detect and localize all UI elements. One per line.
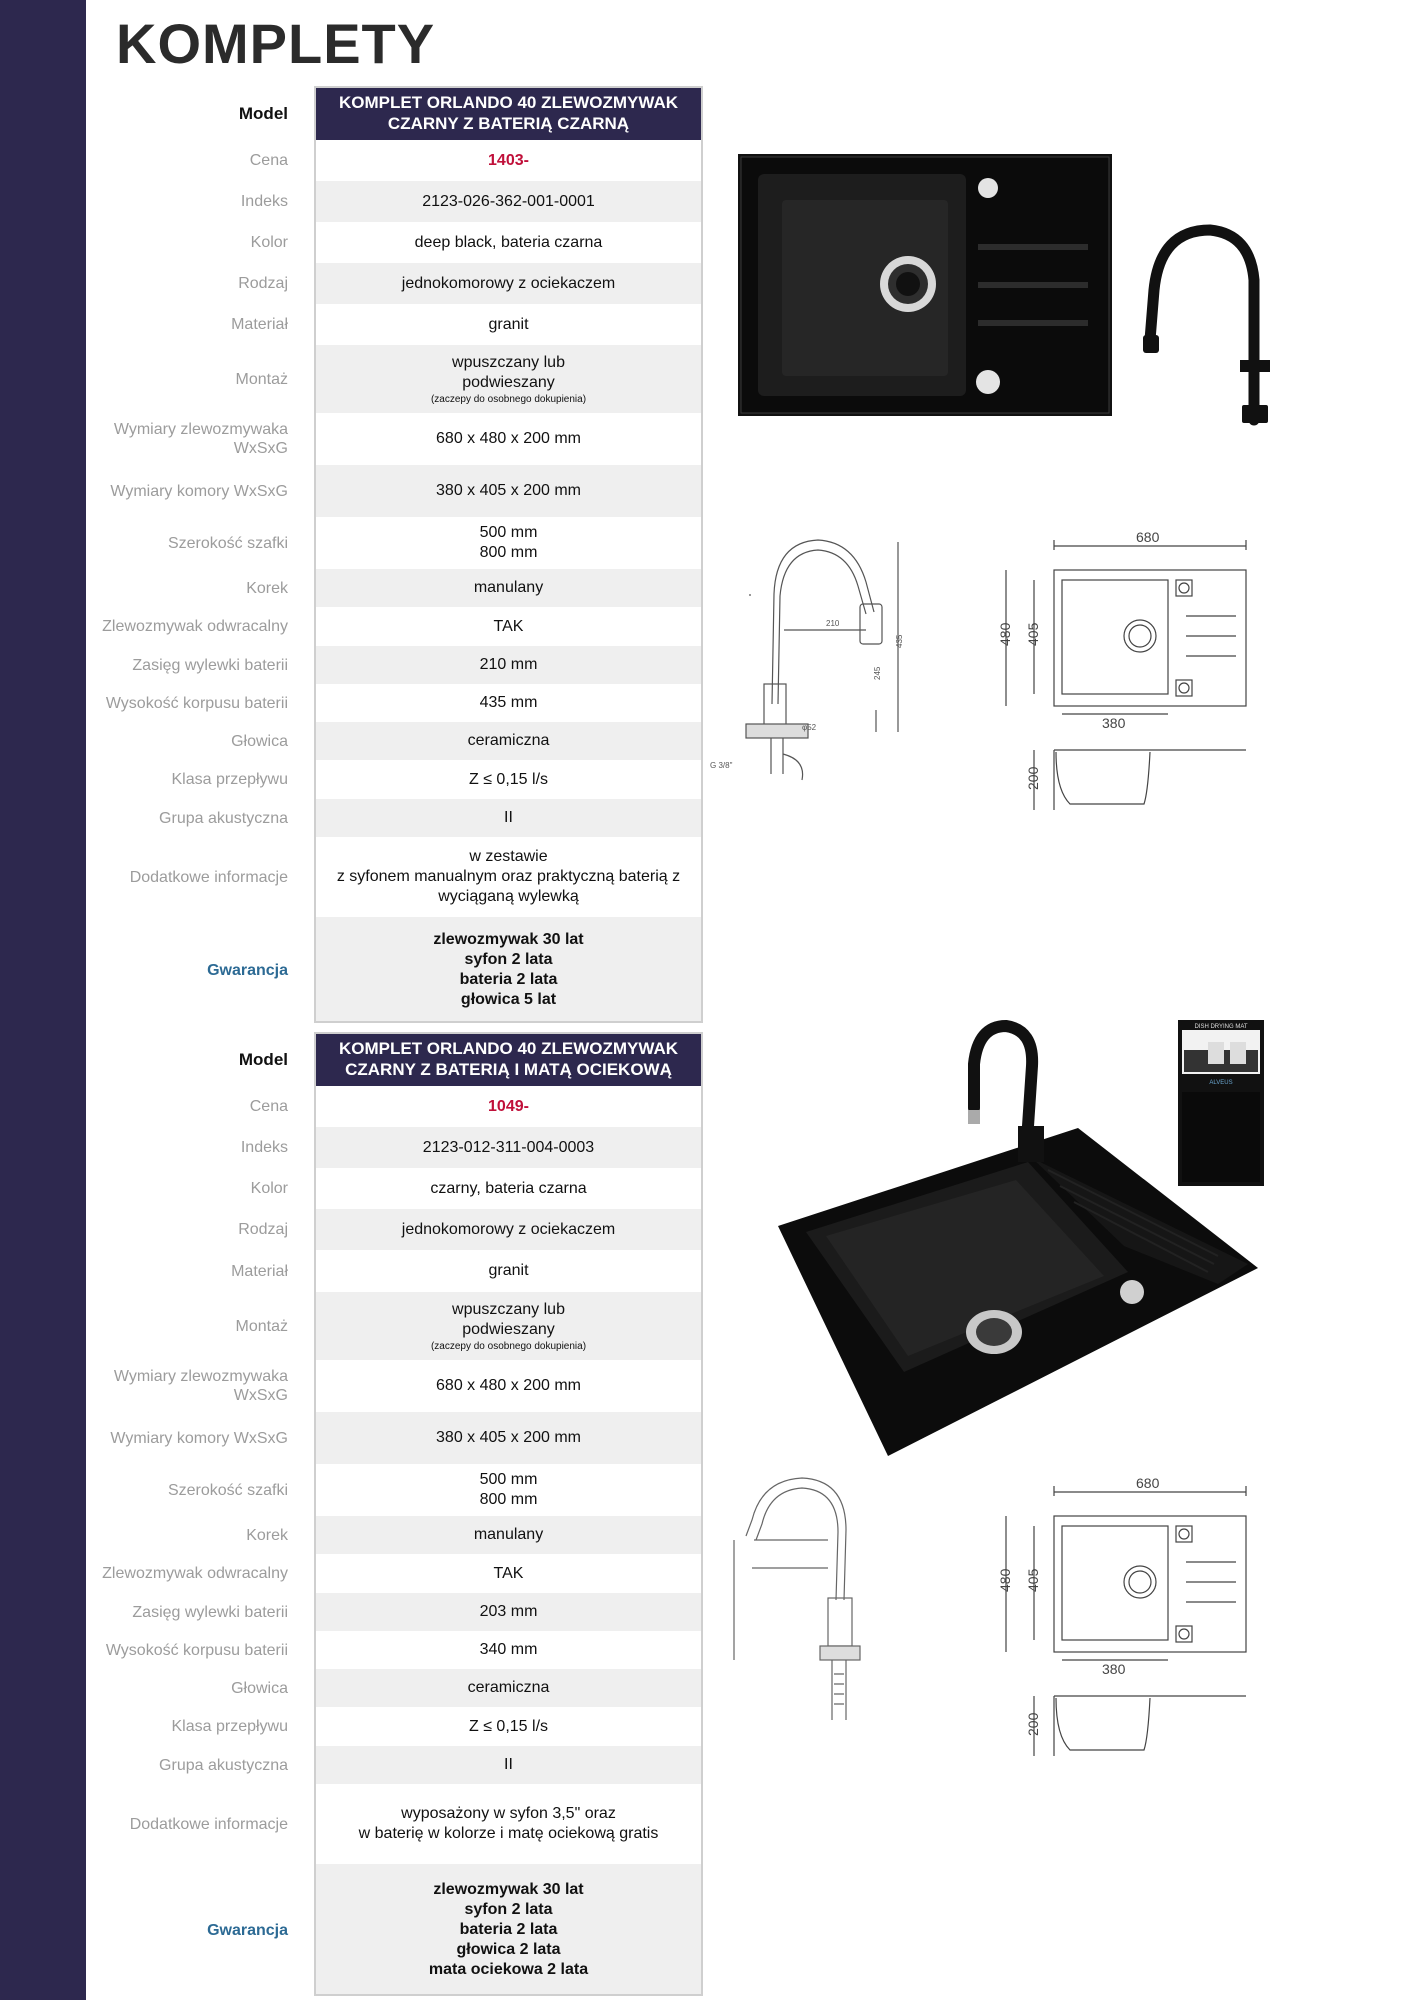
spec-value — [314, 465, 703, 517]
spec-value — [314, 1631, 703, 1669]
spec-label: Montaż — [235, 370, 288, 388]
spec-row-zasieg-wylewki-baterii — [86, 1593, 706, 1631]
spec-value-note: (zaczepy do osobnego dokupienia) — [430, 393, 587, 405]
spec-value-line: jednokomorowy z ociekaczem — [401, 1220, 616, 1238]
sidebar-accent — [0, 0, 86, 2000]
spec-value — [314, 263, 703, 304]
spec-value-line: 380 x 405 x 200 mm — [436, 1429, 581, 1446]
spec-value — [314, 1360, 703, 1412]
spec-label: Szerokość szafki — [167, 1481, 288, 1499]
faucet-drawing-2 — [724, 1470, 894, 1750]
spec-label: Dodatkowe informacje — [129, 1815, 288, 1833]
spec-value-line: czarny, bateria czarna — [430, 1179, 587, 1197]
spec-value-note: (zaczepy do osobnego dokupienia) — [430, 1340, 587, 1352]
faucet-drawing-1 — [706, 534, 926, 814]
spec-value-line: wpuszczany lub — [452, 1300, 565, 1318]
spec-value-line: z syfonem manualnym oraz praktyczną baterią z — [336, 868, 681, 885]
spec-row-gwarancja — [86, 917, 706, 1023]
spec-value-line: 2123-026-362-001-0001 — [422, 192, 595, 210]
spec-row-glowica — [86, 722, 706, 760]
spec-row-szerokosc-szafki — [86, 517, 706, 569]
sink-depth-label-2: 480 — [997, 1568, 1013, 1592]
spec-label: Głowica — [231, 732, 288, 750]
faucet-base-label: φ52 — [802, 723, 817, 732]
spec-value-line: 500 mm — [479, 1471, 538, 1488]
sink-depth-label: 480 — [997, 622, 1013, 646]
spec-label: Grupa akustyczna — [159, 1756, 288, 1774]
spec-row-material — [86, 304, 706, 345]
spec-value — [314, 722, 703, 760]
faucet-height-label: 245 — [873, 666, 882, 680]
spec-value — [314, 569, 703, 607]
spec-value-line: wpuszczany lub — [452, 353, 565, 371]
spec-row-grupa-akustyczna — [86, 1746, 706, 1784]
spec-value — [314, 304, 703, 345]
spec-row-zlewozmywak-odwracalny — [86, 607, 706, 646]
spec-value-line: CZARNY Z BATERIĄ CZARNĄ — [387, 114, 630, 133]
spec-row-wymiary-zlewozmywaka-wxsxg — [86, 1360, 706, 1412]
spec-label: Klasa przepływu — [171, 771, 288, 788]
spec-value — [314, 1168, 703, 1209]
spec-value-line: deep black, bateria czarna — [414, 233, 603, 251]
spec-value-line: 1049- — [488, 1097, 529, 1115]
spec-value-line: granit — [488, 315, 529, 333]
spec-value-line: 203 mm — [479, 1603, 538, 1620]
spec-value — [314, 1209, 703, 1250]
spec-value-line: Z ≤ 0,15 l/s — [468, 1717, 549, 1735]
spec-label: Rodzaj — [238, 1221, 288, 1238]
spec-row-grupa-akustyczna — [86, 799, 706, 837]
sink-drawing-2 — [990, 1476, 1250, 1766]
spec-value — [314, 1086, 703, 1127]
spec-value — [314, 646, 703, 684]
spec-value — [314, 1292, 703, 1360]
spec-label: Model — [238, 103, 288, 123]
spec-label: Rodzaj — [238, 275, 288, 292]
spec-row-korek — [86, 569, 706, 607]
sink-height-label: 200 — [1025, 766, 1041, 790]
spec-row-dodatkowe-informacje — [86, 837, 706, 917]
spec-value — [314, 222, 703, 263]
spec-value-line: bateria 2 lata — [459, 1921, 558, 1938]
spec-row-rodzaj — [86, 1209, 706, 1250]
spec-value — [314, 1593, 703, 1631]
spec-label: Zlewozmywak odwracalny — [102, 1565, 288, 1582]
spec-value-line: KOMPLET ORLANDO 40 ZLEWOZMYWAK — [338, 1039, 679, 1058]
spec-label: Dodatkowe informacje — [129, 868, 288, 886]
spec-label: Gwarancja — [207, 961, 288, 979]
spec-label: Zasięg wylewki baterii — [132, 1603, 288, 1621]
spec-label: Korek — [246, 1526, 288, 1544]
spec-label: Korek — [246, 579, 288, 597]
spec-label: Klasa przepływu — [171, 1718, 288, 1735]
spec-value — [314, 86, 703, 140]
spec-value-line: 380 x 405 x 200 mm — [436, 482, 581, 499]
spec-value — [314, 607, 703, 646]
spec-label: Cena — [249, 152, 288, 169]
spec-value — [314, 345, 703, 413]
spec-value — [314, 1412, 703, 1464]
spec-value-line: wyposażony w syfon 3,5" oraz — [401, 1805, 616, 1822]
spec-label: Wymiary komory WxSxG — [110, 482, 288, 500]
spec-row-klasa-przeplywu — [86, 1707, 706, 1746]
spec-value-line: zlewozmywak 30 lat — [433, 931, 584, 948]
spec-label: Kolor — [250, 234, 288, 251]
spec-value-line: bateria 2 lata — [459, 971, 558, 988]
spec-value-line: Z ≤ 0,15 l/s — [468, 770, 549, 788]
spec-value-line: 800 mm — [479, 1491, 538, 1508]
spec-row-indeks — [86, 1127, 706, 1168]
spec-label: Szerokość szafki — [167, 534, 288, 552]
spec-value-line: 435 mm — [479, 694, 538, 711]
spec-value — [314, 517, 703, 569]
spec-value-line: 2123-012-311-004-0003 — [422, 1138, 595, 1156]
spec-row-wymiary-komory-wxsxg — [86, 1412, 706, 1464]
spec-value-line: w zestawie — [469, 848, 548, 865]
spec-value-line: 680 x 480 x 200 mm — [436, 1377, 581, 1394]
spec-row-dodatkowe-informacje — [86, 1784, 706, 1864]
spec-row-model — [86, 1032, 706, 1086]
spec-row-material — [86, 1250, 706, 1292]
spec-value — [314, 181, 703, 222]
spec-label: Indeks — [240, 193, 288, 210]
spec-value-line: głowica 2 lata — [456, 1941, 561, 1958]
spec-value — [314, 1669, 703, 1707]
spec-row-glowica — [86, 1669, 706, 1707]
spec-value-line: 800 mm — [479, 544, 538, 561]
spec-label: Głowica — [231, 1679, 288, 1697]
spec-label: Cena — [249, 1098, 288, 1115]
spec-row-cena — [86, 140, 706, 181]
spec-value-line: w baterię w kolorze i matę ociekową gratis — [358, 1825, 659, 1842]
spec-value-line: 500 mm — [479, 524, 538, 541]
spec-value — [314, 684, 703, 722]
spec-value — [314, 1707, 703, 1746]
spec-label: Model — [238, 1049, 288, 1069]
spec-value-line: 1403- — [488, 151, 529, 169]
mat-brand: ALVEUS — [1209, 1080, 1233, 1086]
spec-row-zasieg-wylewki-baterii — [86, 646, 706, 684]
page-title: KOMPLETY — [116, 12, 436, 75]
spec-label: Wymiary zlewozmywaka WxSxG — [113, 1368, 288, 1404]
spec-value — [314, 1464, 703, 1516]
spec-label: Grupa akustyczna — [159, 809, 288, 827]
spec-value — [314, 1554, 703, 1593]
spec-value-line: ceramiczna — [467, 1679, 550, 1696]
spec-row-montaz — [86, 1292, 706, 1360]
spec-row-montaz — [86, 345, 706, 413]
spec-value — [314, 1127, 703, 1168]
faucet-photo-1 — [1130, 210, 1280, 430]
bowl-depth-label-2: 405 — [1025, 1568, 1041, 1592]
spec-label: Materiał — [231, 1262, 288, 1280]
sink-photo-1 — [738, 154, 1112, 416]
spec-row-kolor — [86, 1168, 706, 1209]
spec-row-wymiary-zlewozmywaka-wxsxg — [86, 413, 706, 465]
spec-value-line: wyciąganą wylewką — [438, 888, 579, 905]
spec-row-indeks — [86, 181, 706, 222]
spec-value-line: manulany — [473, 579, 544, 596]
spec-value — [314, 1784, 703, 1864]
spec-value-line: głowica 5 lat — [460, 991, 557, 1008]
spec-value-line: 340 mm — [479, 1641, 538, 1658]
sink-width-label: 680 — [1136, 530, 1160, 545]
spec-value — [314, 917, 703, 1023]
spec-row-szerokosc-szafki — [86, 1464, 706, 1516]
spec-row-cena — [86, 1086, 706, 1127]
spec-value — [314, 140, 703, 181]
spec-value — [314, 1516, 703, 1554]
bowl-width-label-2: 380 — [1102, 1661, 1126, 1677]
spec-value-line: KOMPLET ORLANDO 40 ZLEWOZMYWAK — [338, 93, 679, 112]
bowl-width-label: 380 — [1102, 715, 1126, 731]
spec-label: Wysokość korpusu baterii — [105, 694, 288, 712]
spec-value-line: granit — [488, 1262, 529, 1279]
spec-value-line: podwieszany — [462, 373, 555, 391]
spec-label: Wysokość korpusu baterii — [105, 1641, 288, 1659]
spec-label: Wymiary komory WxSxG — [110, 1429, 288, 1447]
spec-row-korek — [86, 1516, 706, 1554]
spec-value-line: manulany — [473, 1526, 544, 1543]
spec-value-line: jednokomorowy z ociekaczem — [401, 274, 616, 292]
spec-row-kolor — [86, 222, 706, 263]
spec-label: Indeks — [240, 1139, 288, 1156]
spec-value-line: CZARNY Z BATERIĄ I MATĄ OCIEKOWĄ — [345, 1060, 672, 1079]
spec-value-line: II — [504, 809, 513, 826]
spec-label: Gwarancja — [207, 1921, 288, 1939]
faucet-thread-label: G 3/8" — [710, 761, 733, 770]
spec-label: Zlewozmywak odwracalny — [102, 618, 288, 635]
spec-value — [314, 413, 703, 465]
sink-drawing-1 — [990, 530, 1250, 820]
spec-value — [314, 1032, 703, 1086]
spec-value-line: II — [504, 1756, 513, 1773]
spec-row-wymiary-komory-wxsxg — [86, 465, 706, 517]
spec-row-wysokosc-korpusu-baterii — [86, 684, 706, 722]
spec-value — [314, 1250, 703, 1292]
spec-value — [314, 837, 703, 917]
spec-value-line: ceramiczna — [467, 732, 550, 749]
bowl-depth-label: 405 — [1025, 622, 1041, 646]
spec-row-rodzaj — [86, 263, 706, 304]
spec-label: Materiał — [231, 316, 288, 333]
spec-label: Zasięg wylewki baterii — [132, 656, 288, 674]
spec-value — [314, 799, 703, 837]
spec-row-wysokosc-korpusu-baterii — [86, 1631, 706, 1669]
spec-row-model — [86, 86, 706, 140]
drying-mat-package — [1178, 1020, 1264, 1186]
spec-row-klasa-przeplywu — [86, 760, 706, 799]
spec-value-line: zlewozmywak 30 lat — [433, 1881, 584, 1898]
spec-value — [314, 760, 703, 799]
mat-title: DISH DRYING MAT — [1194, 1024, 1248, 1030]
spec-value — [314, 1746, 703, 1784]
spec-row-gwarancja — [86, 1864, 706, 1996]
spec-value-line: mata ociekowa 2 lata — [428, 1961, 589, 1978]
spec-value-line: 680 x 480 x 200 mm — [436, 430, 581, 447]
spec-label: Montaż — [235, 1317, 288, 1335]
spec-value-line: syfon 2 lata — [464, 1901, 553, 1918]
spec-value-line: podwieszany — [462, 1320, 555, 1338]
spec-label: Wymiary zlewozmywaka WxSxG — [113, 421, 288, 457]
spec-label: Kolor — [250, 1180, 288, 1197]
faucet-reach-label: 210 — [826, 619, 840, 628]
spec-value-line: TAK — [493, 617, 524, 635]
spec-value — [314, 1864, 703, 1996]
spec-value-line: 210 mm — [479, 656, 538, 673]
sink-height-label-2: 200 — [1025, 1712, 1041, 1736]
faucet-body-label: 435 — [895, 634, 904, 648]
sink-width-label-2: 680 — [1136, 1476, 1160, 1491]
spec-value-line: TAK — [493, 1564, 524, 1582]
spec-value-line: syfon 2 lata — [464, 951, 553, 968]
spec-row-zlewozmywak-odwracalny — [86, 1554, 706, 1593]
